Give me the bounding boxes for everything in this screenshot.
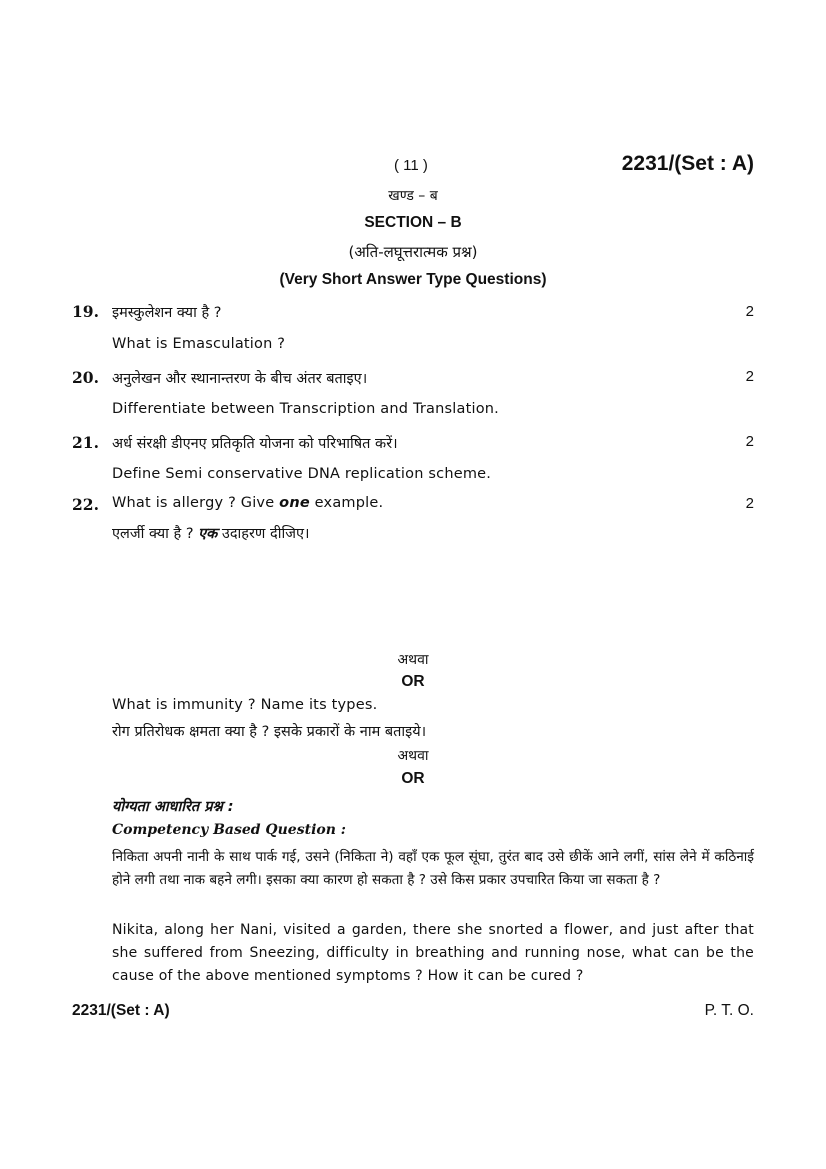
pto-label: P. T. O.: [704, 1002, 754, 1019]
section-title-english: SECTION – B: [364, 214, 462, 231]
question-marks: 2: [745, 303, 754, 320]
paper-code-footer: 2231/(Set : A): [72, 1002, 170, 1019]
competency-text-english: Nikita, along her Nani, visited a garden, there she snorted a flower, and just after that she suffered from Sneezing, difficulty in breathing and running nose, what can be the cause of the above mentioned symptoms ? How it can be cured ?: [112, 922, 754, 984]
question-marks: 2: [745, 433, 754, 450]
question-english: [112, 495, 383, 511]
emphasis-one: one: [279, 495, 310, 511]
competency-heading-english: Competency Based Question :: [112, 822, 346, 838]
or-english: OR: [401, 673, 425, 690]
question-type-english: (Very Short Answer Type Questions): [279, 271, 547, 288]
page-number: ( 11 ): [394, 157, 428, 174]
question-hindi: [112, 523, 310, 543]
question-number: 22.: [72, 495, 99, 514]
question-english-post: example.: [309, 495, 384, 511]
question-english: What is Emasculation ?: [112, 336, 286, 352]
question-hindi: अर्ध संरक्षी डीएनए प्रतिकृति योजना को परिभाषित करें।: [112, 436, 398, 452]
question-marks: 2: [745, 495, 754, 512]
alternate-question-english: What is immunity ? Name its types.: [112, 697, 378, 713]
question-english-pre: What is allergy ? Give: [112, 495, 280, 511]
question-number: 19.: [72, 302, 99, 321]
paper-code-header: 2231/(Set : A): [621, 152, 754, 175]
alternate-question-hindi: रोग प्रतिरोधक क्षमता क्या है ? इसके प्रकारों के नाम बताइये।: [112, 724, 427, 740]
question-english: Differentiate between Transcription and Translation.: [112, 401, 499, 417]
section-title-hindi: खण्ड – ब: [388, 188, 438, 204]
emphasis-ek: एक: [198, 526, 218, 542]
question-marks: 2: [745, 368, 754, 385]
competency-heading-hindi: योग्यता आधारित प्रश्न :: [112, 799, 234, 815]
question-hindi-pre: एलर्जी क्या है ?: [112, 526, 199, 542]
question-number: 21.: [72, 433, 99, 452]
question-hindi: इमस्कुलेशन क्या है ?: [112, 305, 222, 321]
or-english: OR: [401, 770, 425, 787]
or-hindi: अथवा: [397, 748, 429, 764]
or-hindi: अथवा: [397, 652, 429, 668]
question-english: Define Semi conservative DNA replication scheme.: [112, 466, 492, 482]
question-hindi-post: उदाहरण दीजिए।: [217, 526, 310, 542]
competency-text-hindi: निकिता अपनी नानी के साथ पार्क गई, उसने (निकिता ने) वहाँ एक फूल सूंघा, तुरंत बाद उसे छीकें आने लगीं, सांस लेने में कठिनाई होने लगी तथा नाक बहने लगी। इसका क्या कारण हो सकता है ? उसे किस प्रकार उपचारित किया जा सकता है ?: [112, 849, 754, 888]
question-number: 20.: [72, 368, 99, 387]
question-type-hindi: (अति-लघूत्तरात्मक प्रश्न): [348, 243, 478, 261]
question-hindi: अनुलेखन और स्थानान्तरण के बीच अंतर बताइए।: [112, 371, 368, 387]
